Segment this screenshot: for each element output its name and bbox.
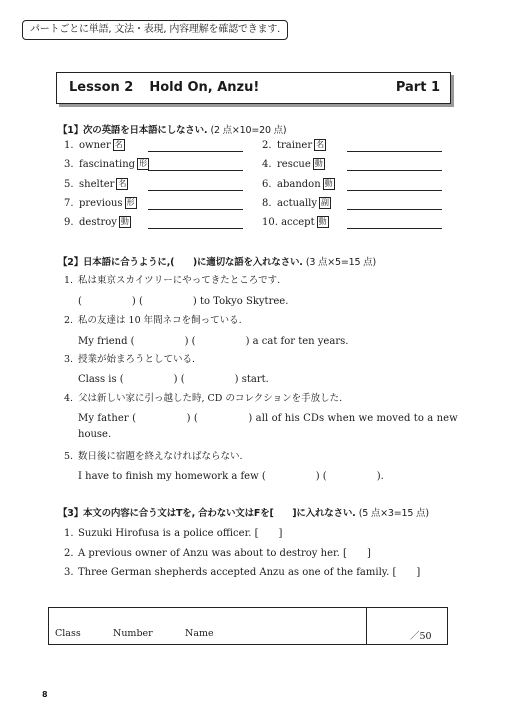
question-japanese: 2. 私の友達は 10 年間ネコを飼っている. (64, 315, 242, 326)
tf-statement: 3. Three German shepherds accepted Anzu as one of the family. [ ] (64, 567, 421, 578)
vocab-item: 6. abandon 動 (262, 179, 333, 190)
section3-heading: 【3】本文の内容に合う文はTを, 合わない文はFを[ ]に入れなさい. (5 点×3=15 点) (58, 508, 429, 519)
tf-bracket[interactable]: [ ] (343, 548, 371, 559)
part-label: Part 1 (395, 80, 440, 95)
tf-statement: 2. A previous owner of Anzu was about to destroy her. [ ] (64, 548, 371, 559)
number-label: Number (113, 628, 153, 639)
answer-line[interactable] (148, 190, 243, 191)
question-japanese: 3. 授業が始まろうとしている. (64, 354, 196, 365)
answer-line[interactable] (148, 209, 243, 210)
lesson-number: Lesson 2 (69, 80, 134, 95)
divider (366, 608, 367, 644)
vocab-item: 2. trainer 名 (262, 140, 325, 151)
vocab-item: 8. actually 副 (262, 198, 330, 209)
page-number: 8 (42, 690, 48, 699)
question-english: house. (78, 429, 112, 440)
answer-line[interactable] (148, 170, 243, 171)
section1-heading: 【1】次の英語を日本語にしなさい. (2 点×10=20 点) (58, 125, 287, 136)
lesson-title: Hold On, Anzu! (149, 80, 260, 95)
vocab-item: 3. fascinating 形 (64, 159, 148, 170)
vocab-item: 4. rescue 動 (262, 159, 323, 170)
top-note: パートごとに単語, 文法・表現, 内容理解を確認できます. (22, 20, 288, 40)
vocab-item: 10. accept 動 (262, 217, 327, 228)
question-english: My father ( ) ( ) all of his CDs when we moved to a new (78, 413, 458, 424)
tf-statement: 1. Suzuki Hirofusa is a police officer. [ ] (64, 528, 283, 539)
class-label: Class (55, 628, 81, 639)
answer-line[interactable] (347, 151, 442, 152)
lesson-header (56, 72, 451, 104)
question-japanese: 5. 数日後に宿題を終えなければならない. (64, 451, 243, 462)
answer-line[interactable] (148, 151, 243, 152)
answer-line[interactable] (347, 209, 442, 210)
answer-line[interactable] (347, 190, 442, 191)
name-label: Name (185, 628, 214, 639)
question-english: ( ) ( ) to Tokyo Skytree. (78, 296, 289, 307)
section2-heading: 【2】日本語に合うように,( )に適切な語を入れなさい. (3 点×5=15 点) (58, 257, 376, 268)
score-label: ／50 (410, 631, 432, 642)
question-english: Class is ( ) ( ) start. (78, 374, 269, 385)
question-japanese: 4. 父は新しい家に引っ越した時, CD のコレクションを手放した. (64, 393, 343, 404)
answer-line[interactable] (148, 228, 243, 229)
tf-bracket[interactable]: [ ] (392, 567, 421, 578)
tf-bracket[interactable]: [ ] (254, 528, 283, 539)
answer-line[interactable] (347, 170, 442, 171)
vocab-item: 9. destroy 動 (64, 217, 129, 228)
question-japanese: 1. 私は東京スカイツリーにやってきたところです. (64, 275, 281, 286)
question-english: My friend ( ) ( ) a cat for ten years. (78, 336, 349, 347)
vocab-item: 1. owner 名 (64, 140, 123, 151)
answer-line[interactable] (347, 228, 442, 229)
question-english: I have to finish my homework a few ( ) ( ). (78, 471, 384, 482)
student-info-box (48, 607, 448, 645)
vocab-item: 7. previous 形 (64, 198, 135, 209)
vocab-item: 5. shelter 名 (64, 179, 127, 190)
